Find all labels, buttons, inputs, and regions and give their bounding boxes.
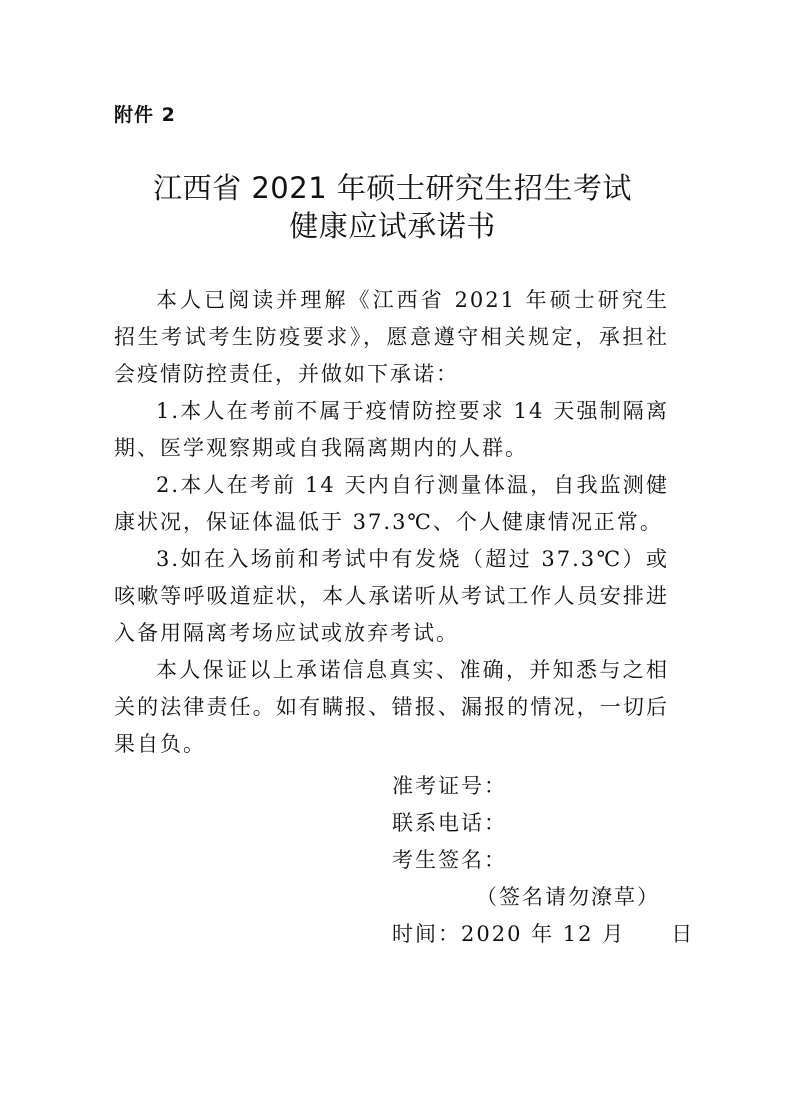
signature-block xyxy=(392,768,694,953)
attachment-label: 附件 2 xyxy=(114,104,176,126)
commitment-body xyxy=(114,282,669,763)
intro-paragraph: 本人已阅读并理解《江西省 2021 年硕士研究生招生考试考生防疫要求》，愿意遵守相关规定，承担社会疫情防控责任，并做如下承诺： xyxy=(114,288,669,386)
day-label: 日 xyxy=(671,922,695,946)
date-label: 时间：2020 年 12 月 xyxy=(392,922,626,946)
guarantee-paragraph: 本人保证以上承诺信息真实、准确，并知悉与之相关的法律责任。如有瞒报、错报、漏报的情况，一切后果自负。 xyxy=(114,658,669,756)
exam-ticket-number-field: 准考证号： xyxy=(392,774,507,798)
document-title-line-2: 健康应试承诺书 xyxy=(289,209,496,243)
commitment-item-2: 2.本人在考前 14 天内自行测量体温，自我监测健康状况，保证体温低于 37.3℃、个人健康情况正常。 xyxy=(114,473,669,534)
candidate-signature-field: 考生签名： xyxy=(392,848,507,872)
document-title-line-1: 江西省 2021 年硕士研究生招生考试 xyxy=(153,171,632,205)
date-field xyxy=(392,916,694,953)
commitment-item-3: 3.如在入场前和考试中有发烧（超过 37.3℃）或咳嗽等呼吸道症状，本人承诺听从考试工作人员安排进入备用隔离考场应试或放弃考试。 xyxy=(114,547,669,645)
commitment-item-1: 1.本人在考前不属于疫情防控要求 14 天强制隔离期、医学观察期或自我隔离期内的人群。 xyxy=(114,399,669,460)
signature-note: （签名请勿潦草） xyxy=(476,885,660,909)
contact-phone-field: 联系电话： xyxy=(392,811,507,835)
